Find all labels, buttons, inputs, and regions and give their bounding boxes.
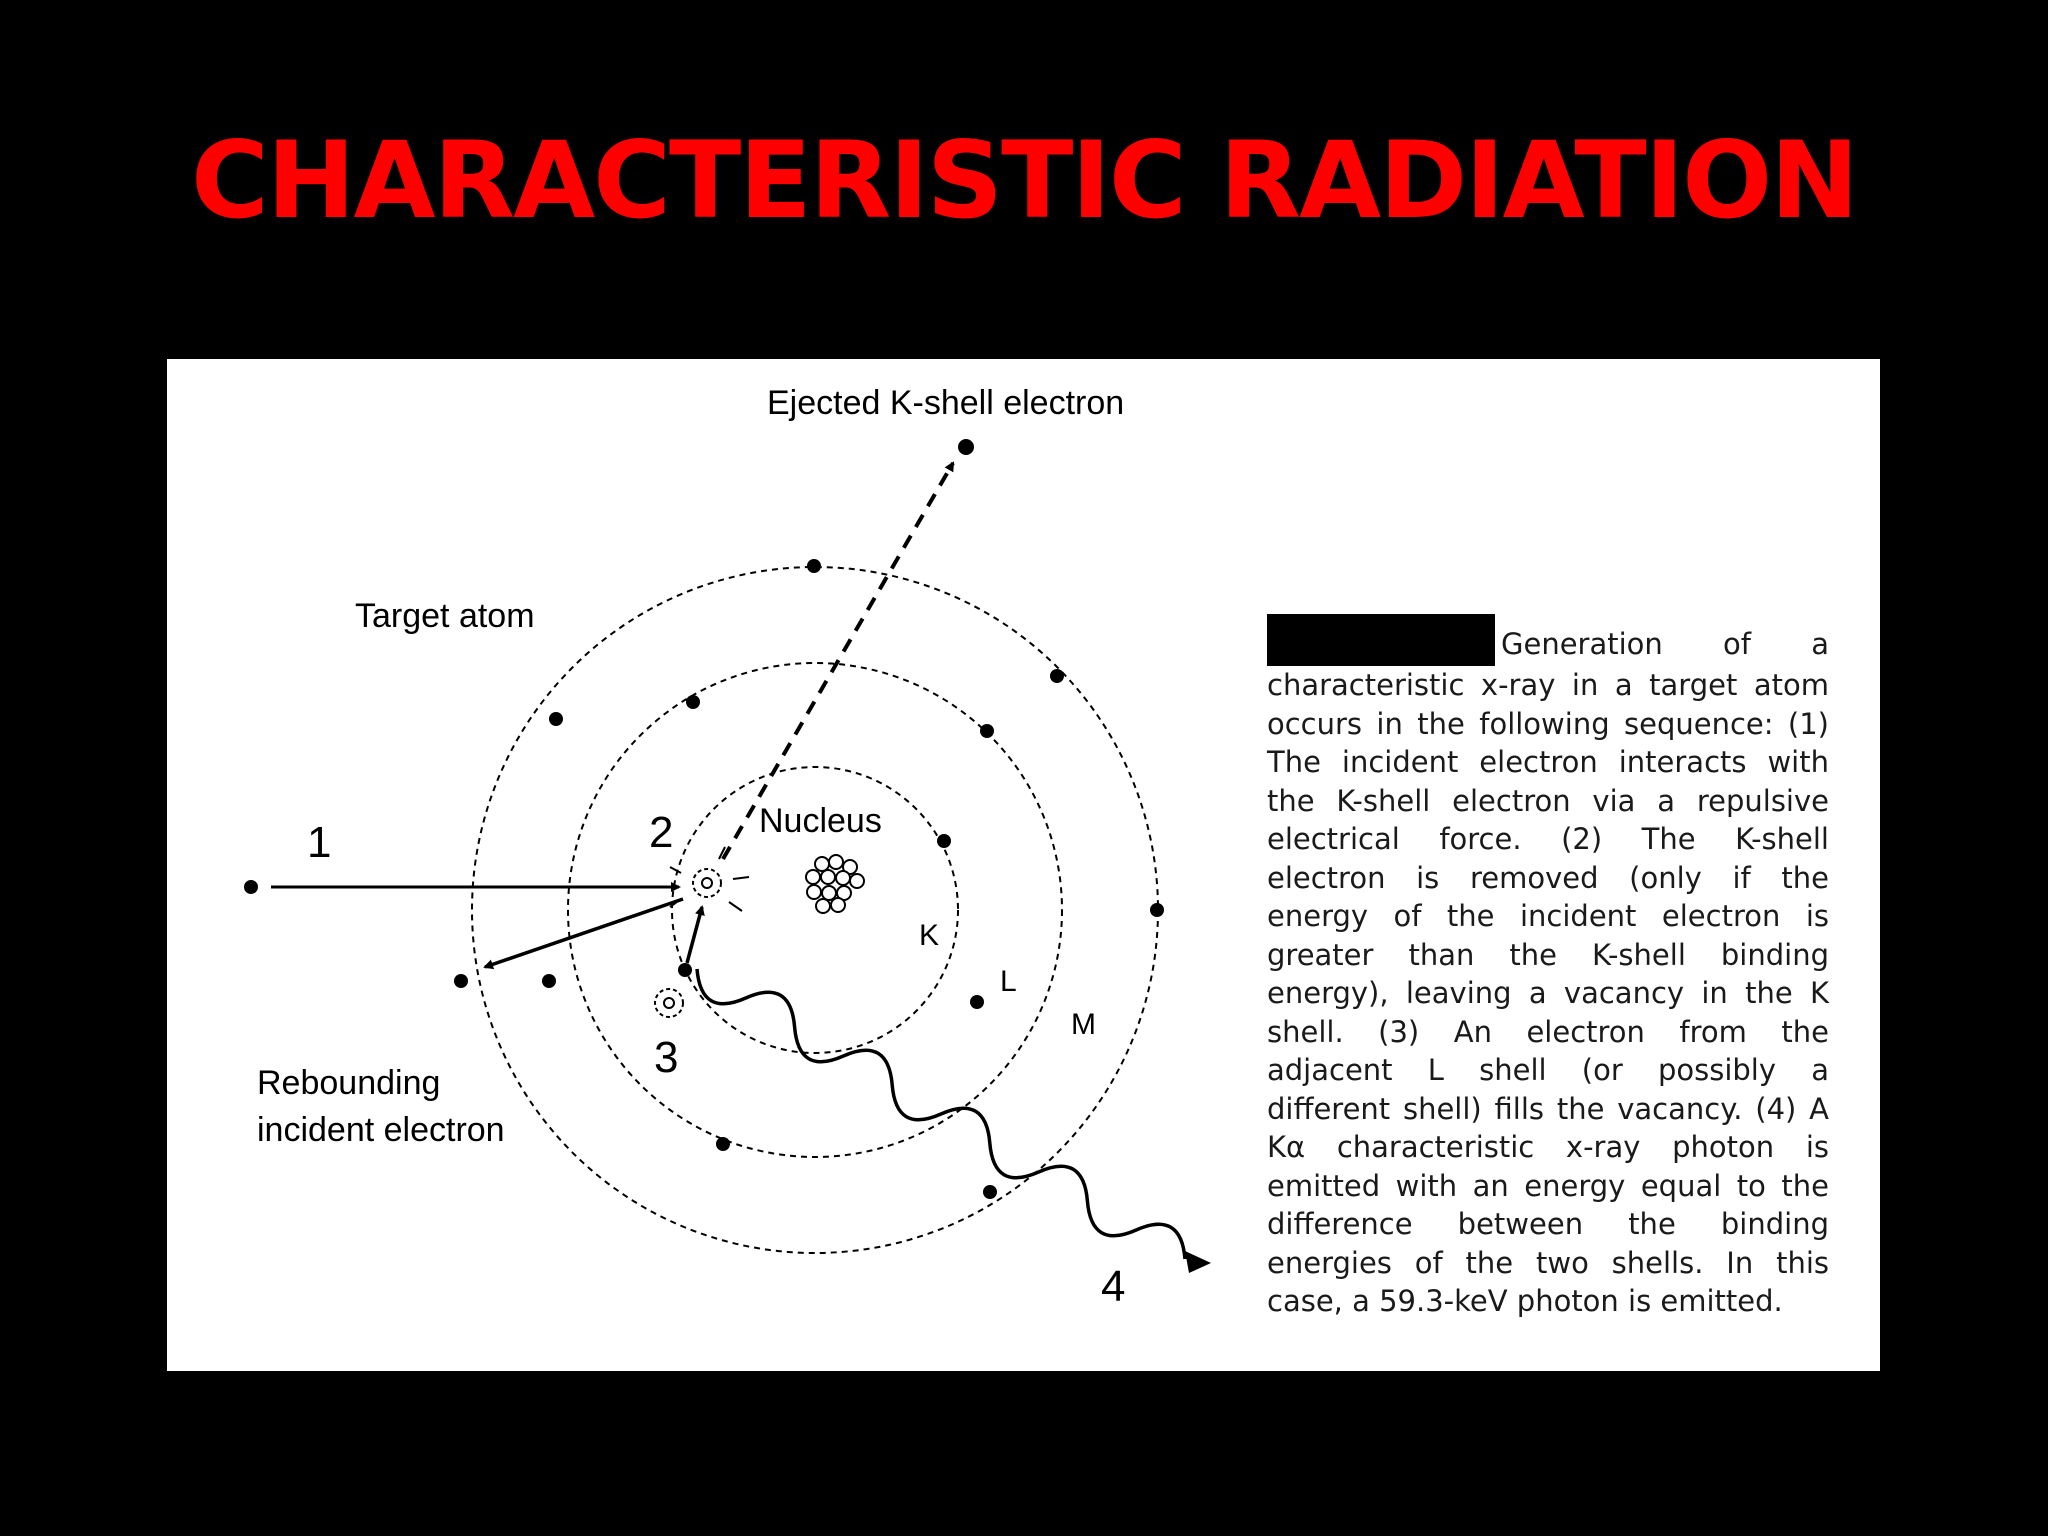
label-shell-l: L bbox=[1000, 965, 1017, 998]
label-rebounding-1: Rebounding bbox=[257, 1064, 441, 1102]
label-step-3: 3 bbox=[654, 1033, 679, 1082]
nucleus-icon bbox=[806, 855, 864, 913]
incident-electron bbox=[244, 880, 258, 894]
ejected-electron bbox=[958, 439, 974, 455]
label-step-2: 2 bbox=[649, 808, 674, 857]
filling-electron bbox=[678, 963, 692, 977]
caption-text: Generation of a characteristic x-ray in a target atom occurs in the following sequence: (1) The incident electron interacts with the K-shell electron via a repulsive electrical force. (2) The K-shell electron is removed (only if the energy of the incident electron is greater than the K-shell binding energy), leaving a vacancy in the K shell. (3) An electron from the adjacent L shell (or possibly a different shell) fills the vacancy. (4) A Kα characteristic x-ray photon is emitted with an energy equal to the difference between the binding energies of the two shells. In this case, a 59.3-keV photon is emitted. bbox=[1267, 627, 1829, 1318]
label-shell-k: K bbox=[919, 919, 940, 952]
label-nucleus: Nucleus bbox=[759, 802, 882, 840]
label-step-1: 1 bbox=[307, 818, 332, 867]
caption-redaction-block bbox=[1267, 614, 1495, 666]
struck-k-electron bbox=[670, 847, 749, 911]
fill-transition-arrow bbox=[687, 907, 702, 963]
vacancy-ghost-electron bbox=[655, 989, 683, 1017]
figure-panel bbox=[167, 359, 1880, 1371]
slide-title: CHARACTERISTIC RADIATION bbox=[190, 119, 1857, 242]
rebound-electron bbox=[454, 974, 468, 988]
xray-photon-wave bbox=[697, 969, 1185, 1259]
label-rebounding-2: incident electron bbox=[257, 1111, 505, 1149]
label-step-4: 4 bbox=[1101, 1262, 1126, 1311]
rebound-path-arrow bbox=[485, 899, 683, 967]
figure-caption bbox=[1267, 614, 1829, 1321]
ejection-path-arrow bbox=[723, 463, 953, 859]
label-ejected-electron: Ejected K-shell electron bbox=[767, 384, 1125, 422]
label-shell-m: M bbox=[1071, 1008, 1096, 1041]
label-target-atom: Target atom bbox=[355, 597, 535, 635]
xray-photon-arrowhead bbox=[1185, 1251, 1211, 1273]
